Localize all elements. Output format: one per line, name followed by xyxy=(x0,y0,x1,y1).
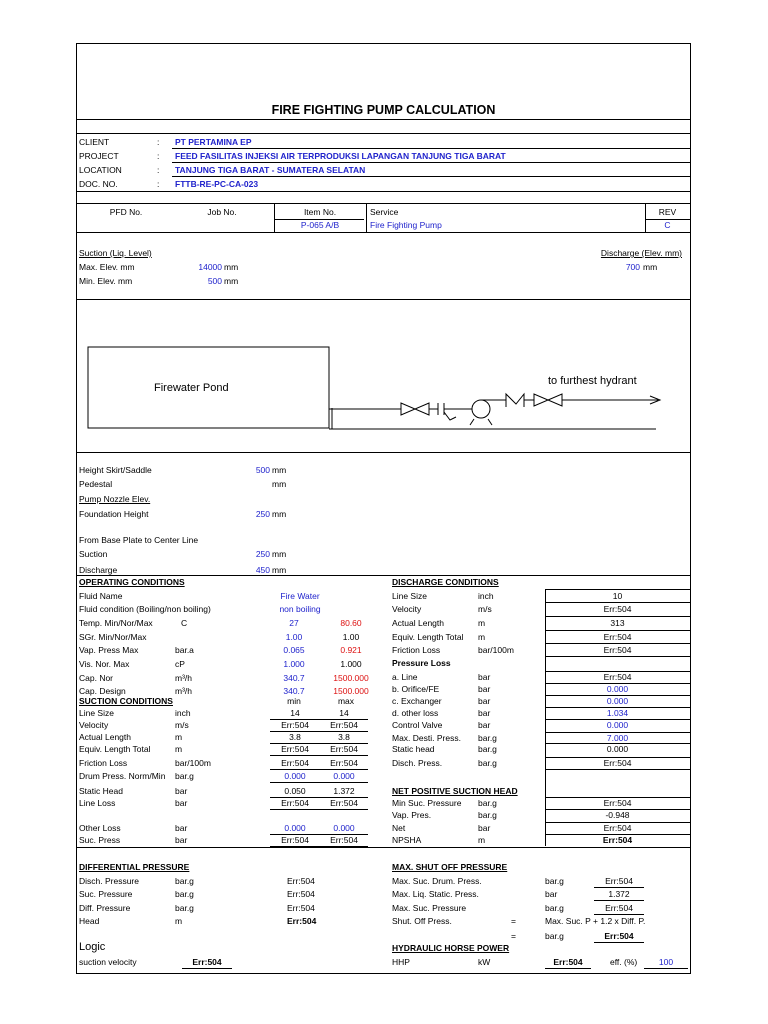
diff-value: Err:504 xyxy=(287,889,315,899)
suction-unit: m/s xyxy=(175,720,189,730)
shutoff-unit: bar.g xyxy=(545,876,564,886)
diff-value: Err:504 xyxy=(287,916,317,926)
op-label: Vap. Press Max xyxy=(79,645,139,655)
op-label: Cap. Design xyxy=(79,686,126,696)
op-value-2: 1500.000 xyxy=(333,673,369,683)
item-no: P-065 A/B xyxy=(300,220,340,230)
npsh-unit: m xyxy=(478,835,486,845)
gate-valve-icon xyxy=(401,403,429,415)
npsh-label: Vap. Pres. xyxy=(392,810,432,820)
fluid-cond-value: non boiling xyxy=(279,604,321,614)
suction-level-label: Suction (Liq. Level) xyxy=(79,248,152,258)
item-label: Item No. xyxy=(303,207,337,217)
hhp-value: Err:504 xyxy=(553,957,583,967)
diff-unit: m xyxy=(175,916,183,926)
diff-label: Diff. Pressure xyxy=(79,903,131,913)
suction-label: Drum Press. Norm/Min xyxy=(79,771,166,781)
job-label: Job No. xyxy=(207,207,237,217)
skirt-value: 500 xyxy=(255,465,270,475)
pond-label: Firewater Pond xyxy=(154,382,229,394)
suction-max: Err:504 xyxy=(330,744,358,754)
logic-velocity-value: Err:504 xyxy=(192,957,222,967)
loss-value: 1.034 xyxy=(606,708,629,718)
frame-bottom xyxy=(76,973,691,974)
logic-title: Logic xyxy=(79,941,106,953)
discharge-value: 313 xyxy=(610,618,625,628)
suction-unit: m xyxy=(175,732,183,742)
loss-label: Static head xyxy=(392,744,435,754)
npsh-value: -0.948 xyxy=(605,810,630,820)
check-valve-icon xyxy=(506,394,524,407)
shutoff-formula: Max. Suc. P + 1.2 x Diff. P. xyxy=(545,916,646,926)
page-title: FIRE FIGHTING PUMP CALCULATION xyxy=(271,103,496,117)
pfd-label: PFD No. xyxy=(109,207,143,217)
suction-min: Err:504 xyxy=(281,835,309,845)
suction-max: 14 xyxy=(339,708,349,718)
suction-label: Actual Length xyxy=(79,732,131,742)
npsh-value: Err:504 xyxy=(603,823,632,833)
suction-max: Err:504 xyxy=(330,758,358,768)
loss-label: Max. Desti. Press. xyxy=(392,733,461,743)
suction-min: 0.000 xyxy=(284,771,306,781)
hydrant-label: to furthest hydrant xyxy=(548,375,637,387)
suction-min: Err:504 xyxy=(281,720,309,730)
npsh-unit: bar.g xyxy=(478,798,497,808)
loss-label: b. Orifice/FE xyxy=(392,684,440,694)
op-value-1: 0.065 xyxy=(283,645,305,655)
pressure-loss-label: Pressure Loss xyxy=(392,658,451,668)
eff-value: 100 xyxy=(658,957,674,967)
discharge-label: Line Size xyxy=(392,591,427,601)
suction-max: 0.000 xyxy=(333,771,355,781)
diff-unit: bar.g xyxy=(175,889,194,899)
loss-unit: bar.g xyxy=(478,758,497,768)
discharge-value: Err:504 xyxy=(603,632,632,642)
op-label: Vis. Nor. Max xyxy=(79,659,130,669)
shutoff-label: Max. Liq. Static. Press. xyxy=(392,889,479,899)
suction-unit: m xyxy=(175,744,183,754)
suction-label: Velocity xyxy=(79,720,109,730)
loss-unit: bar xyxy=(478,672,491,682)
suction-max: 3.8 xyxy=(338,732,350,742)
suction-label: Line Size xyxy=(79,708,114,718)
docno-value: FTTB-RE-PC-CA-023 xyxy=(175,179,259,189)
pump-icon xyxy=(472,400,490,418)
npsh-label: Net xyxy=(392,823,406,833)
project-value: FEED FASILITAS INJEKSI AIR TERPRODUKSI LAPANGAN TANJUNG TIGA BARAT xyxy=(175,151,506,161)
hhp-title: HYDRAULIC HORSE POWER xyxy=(392,943,510,953)
op-value-1: 340.7 xyxy=(283,673,305,683)
npsh-label: NPSHA xyxy=(392,835,422,845)
suction-min: 14 xyxy=(290,708,300,718)
npsh-title: NET POSITIVE SUCTION HEAD xyxy=(392,786,518,796)
npsh-value: Err:504 xyxy=(602,835,633,845)
frame-left xyxy=(76,43,77,974)
suction-min: 3.8 xyxy=(289,732,301,742)
shutoff-value: Err:504 xyxy=(605,903,633,913)
discharge-valve-icon xyxy=(534,394,562,406)
differential-title: DIFFERENTIAL PRESSURE xyxy=(79,862,190,872)
loss-unit: bar xyxy=(478,708,491,718)
baseplate-suction-value: 250 xyxy=(255,549,270,559)
discharge-label: Equiv. Length Total xyxy=(392,632,464,642)
location-label: LOCATION xyxy=(79,165,122,175)
op-label: Cap. Nor xyxy=(79,673,114,683)
op-value-2: 1500.000 xyxy=(333,686,369,696)
suction-unit: bar/100m xyxy=(175,758,211,768)
strainer-icon xyxy=(444,412,456,420)
discharge-unit: m/s xyxy=(478,604,492,614)
discharge-unit: m xyxy=(478,618,486,628)
client-label: CLIENT xyxy=(79,137,110,147)
op-value-1: 340.7 xyxy=(283,686,305,696)
npsh-label: Min Suc. Pressure xyxy=(392,798,462,808)
suction-unit: bar xyxy=(175,835,188,845)
loss-value: 0.000 xyxy=(606,696,629,706)
loss-value: 0.000 xyxy=(606,720,629,730)
suction-min: 0.000 xyxy=(284,823,306,833)
discharge-label: Actual Length xyxy=(392,618,444,628)
discharge-value: Err:504 xyxy=(603,645,632,655)
location-value: TANJUNG TIGA BARAT - SUMATERA SELATAN xyxy=(175,165,366,175)
max-elev-value: 14000 xyxy=(198,262,222,272)
diff-label: Head xyxy=(79,916,100,926)
loss-value: Err:504 xyxy=(603,672,632,682)
suction-label: Static Head xyxy=(79,786,123,796)
suction-label: Other Loss xyxy=(79,823,121,833)
shutoff-label: Max. Suc. Drum. Press. xyxy=(392,876,482,886)
shutoff-label: Max. Suc. Pressure xyxy=(392,903,467,913)
loss-value: 0.000 xyxy=(606,684,629,694)
loss-unit: bar xyxy=(478,696,491,706)
loss-value: 7.000 xyxy=(606,733,629,743)
suction-max: 0.000 xyxy=(333,823,355,833)
op-value-1: 1.00 xyxy=(285,632,303,642)
shutoff-unit: bar xyxy=(545,889,558,899)
suction-min: 0.050 xyxy=(284,786,306,796)
suction-min: Err:504 xyxy=(281,744,309,754)
discharge-elev-label: Discharge (Elev. mm) xyxy=(600,248,682,258)
op-unit: m³/h xyxy=(175,686,192,696)
op-unit: bar.a xyxy=(175,645,194,655)
discharge-unit: inch xyxy=(478,591,494,601)
diff-label: Suc. Pressure xyxy=(79,889,133,899)
loss-label: Disch. Press. xyxy=(392,758,443,768)
suction-unit: bar.g xyxy=(175,771,194,781)
operating-title: OPERATING CONDITIONS xyxy=(79,577,185,587)
discharge-label: Velocity xyxy=(392,604,422,614)
shutoff-unit: bar.g xyxy=(545,903,564,913)
baseplate-discharge-value: 450 xyxy=(255,565,270,575)
op-value-2: 0.921 xyxy=(340,645,362,655)
npsh-unit: bar xyxy=(478,823,491,833)
suction-min: Err:504 xyxy=(281,758,309,768)
suction-max: 1.372 xyxy=(333,786,355,796)
suction-label: Equiv. Length Total xyxy=(79,744,151,754)
discharge-unit: bar/100m xyxy=(478,645,514,655)
diff-value: Err:504 xyxy=(287,903,315,913)
discharge-value: 10 xyxy=(612,591,623,601)
rev-label: REV xyxy=(658,207,677,217)
discharge-elev-value: 700 xyxy=(625,262,640,272)
npsh-unit: bar.g xyxy=(478,810,497,820)
frame-right xyxy=(690,43,691,974)
loss-unit: bar xyxy=(478,720,491,730)
loss-label: c. Exchanger xyxy=(392,696,442,706)
op-value-2: 1.00 xyxy=(342,632,360,642)
loss-label: a. Line xyxy=(392,672,418,682)
service-label: Service xyxy=(370,207,399,217)
shutoff-value: Err:504 xyxy=(605,876,633,886)
min-elev-value: 500 xyxy=(207,276,222,286)
suction-unit: inch xyxy=(175,708,191,718)
loss-value: Err:504 xyxy=(603,758,632,768)
op-unit: cP xyxy=(175,659,185,669)
suction-max: Err:504 xyxy=(330,798,358,808)
pump-schematic xyxy=(76,300,690,452)
op-label: Temp. Min/Nor/Max xyxy=(79,618,153,628)
rev-value: C xyxy=(664,220,671,230)
loss-unit: bar.g xyxy=(478,733,497,743)
diff-unit: bar.g xyxy=(175,903,194,913)
shutoff-result: Err:504 xyxy=(604,931,634,941)
discharge-value: Err:504 xyxy=(603,604,632,614)
client-value: PT PERTAMINA EP xyxy=(175,137,252,147)
discharge-label: Friction Loss xyxy=(392,645,441,655)
loss-unit: bar xyxy=(478,684,491,694)
op-value-1: 27 xyxy=(289,618,299,628)
suction-unit: bar xyxy=(175,798,188,808)
suction-label: Friction Loss xyxy=(79,758,128,768)
frame-top xyxy=(76,43,691,44)
shutoff-title: MAX. SHUT OFF PRESSURE xyxy=(392,862,508,872)
diff-value: Err:504 xyxy=(287,876,315,886)
npsh-value: Err:504 xyxy=(603,798,632,808)
op-value-2: 1.000 xyxy=(340,659,362,669)
project-label: PROJECT xyxy=(79,151,119,161)
discharge-title: DISCHARGE CONDITIONS xyxy=(392,577,499,587)
op-value-2: 80.60 xyxy=(340,618,362,628)
op-label: SGr. Min/Nor/Max xyxy=(79,632,147,642)
diff-unit: bar.g xyxy=(175,876,194,886)
fluid-name-value: Fire Water xyxy=(280,591,320,601)
op-unit: m³/h xyxy=(175,673,192,683)
foundation-value: 250 xyxy=(255,509,270,519)
loss-value: 0.000 xyxy=(606,744,629,754)
suction-title: SUCTION CONDITIONS xyxy=(79,696,173,706)
suction-unit: bar xyxy=(175,823,188,833)
discharge-unit: m xyxy=(478,632,486,642)
suction-max: Err:504 xyxy=(330,720,358,730)
service-value: Fire Fighting Pump xyxy=(370,220,442,230)
suction-unit: bar xyxy=(175,786,188,796)
docno-label: DOC. NO. xyxy=(79,179,118,189)
op-value-1: 1.000 xyxy=(283,659,305,669)
loss-label: Control Valve xyxy=(392,720,443,730)
diff-label: Disch. Pressure xyxy=(79,876,139,886)
loss-unit: bar.g xyxy=(478,744,497,754)
suction-max: Err:504 xyxy=(330,835,358,845)
suction-min: Err:504 xyxy=(281,798,309,808)
shutoff-value: 1.372 xyxy=(608,889,630,899)
suction-label: Suc. Press xyxy=(79,835,121,845)
op-unit: C xyxy=(181,618,188,628)
loss-label: d. other loss xyxy=(392,708,439,718)
suction-label: Line Loss xyxy=(79,798,116,808)
